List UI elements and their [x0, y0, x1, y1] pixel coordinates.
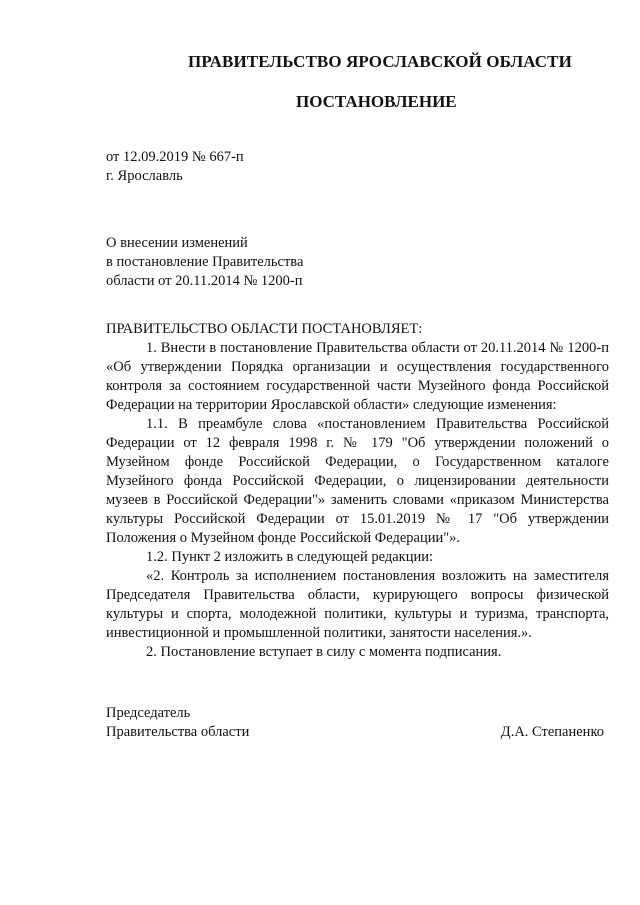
signature-title [106, 704, 249, 742]
resolves-heading: ПРАВИТЕЛЬСТВО ОБЛАСТИ ПОСТАНОВЛЯЕТ: [106, 321, 423, 337]
date-number: от 12.09.2019 № 667-п [106, 149, 244, 165]
document-body [106, 320, 609, 662]
paragraph-1: 1. Внести в постановление Правительства области от 20.11.2014 № 1200-п «Об утверждении Порядка организации и осуществления государственного контроля за состоянием государственной части Музейного фонда Российской Федерации на территории Ярославской области» следующие изменения: [106, 340, 609, 413]
signature-title-line-2: Правительства области [106, 724, 250, 740]
signature-name: Д.А. Степаненко [500, 724, 604, 740]
paragraph-2: 2. Постановление вступает в силу с момента подписания. [146, 644, 502, 660]
government-title: ПРАВИТЕЛЬСТВО ЯРОСЛАВСКОЙ ОБЛАСТИ [188, 52, 572, 71]
subject-line-1: О внесении изменений [106, 235, 248, 251]
document-subject [106, 234, 303, 291]
signature-title-line-1: Председатель [106, 705, 191, 721]
paragraph-1-2-text: «2. Контроль за исполнением постановления возложить на заместителя Председателя Правительства области, курирующего вопросы физической культуры и спорта, молодежной политики, культуры и туризма, транспорта, инвестиционной и промышленной политики, занятости населения.». [106, 568, 609, 641]
subject-line-2: в постановление Правительства [106, 254, 304, 270]
subject-line-3: области от 20.11.2014 № 1200-п [106, 273, 303, 289]
paragraph-1-1: 1.1. В преамбуле слова «постановлением Правительства Российской Федерации от 12 февраля 1998 г. № 179 "Об утверждении положений о Музейном фонде Российской Федерации, о Государственном каталоге Музейного фонда Российской Федерации, о лицензировании деятельности музеев в Российской Федерации"» заменить словами «приказом Министерства культуры Российской Федерации от 15.01.2019 № 17 "Об утверждении Положения о Музейном фонде Российской Федерации"». [106, 416, 609, 546]
city: г. Ярославль [106, 168, 183, 184]
document-type: ПОСТАНОВЛЕНИЕ [296, 92, 457, 111]
document-meta [106, 148, 244, 186]
paragraph-1-2: 1.2. Пункт 2 изложить в следующей редакции: [146, 549, 434, 565]
